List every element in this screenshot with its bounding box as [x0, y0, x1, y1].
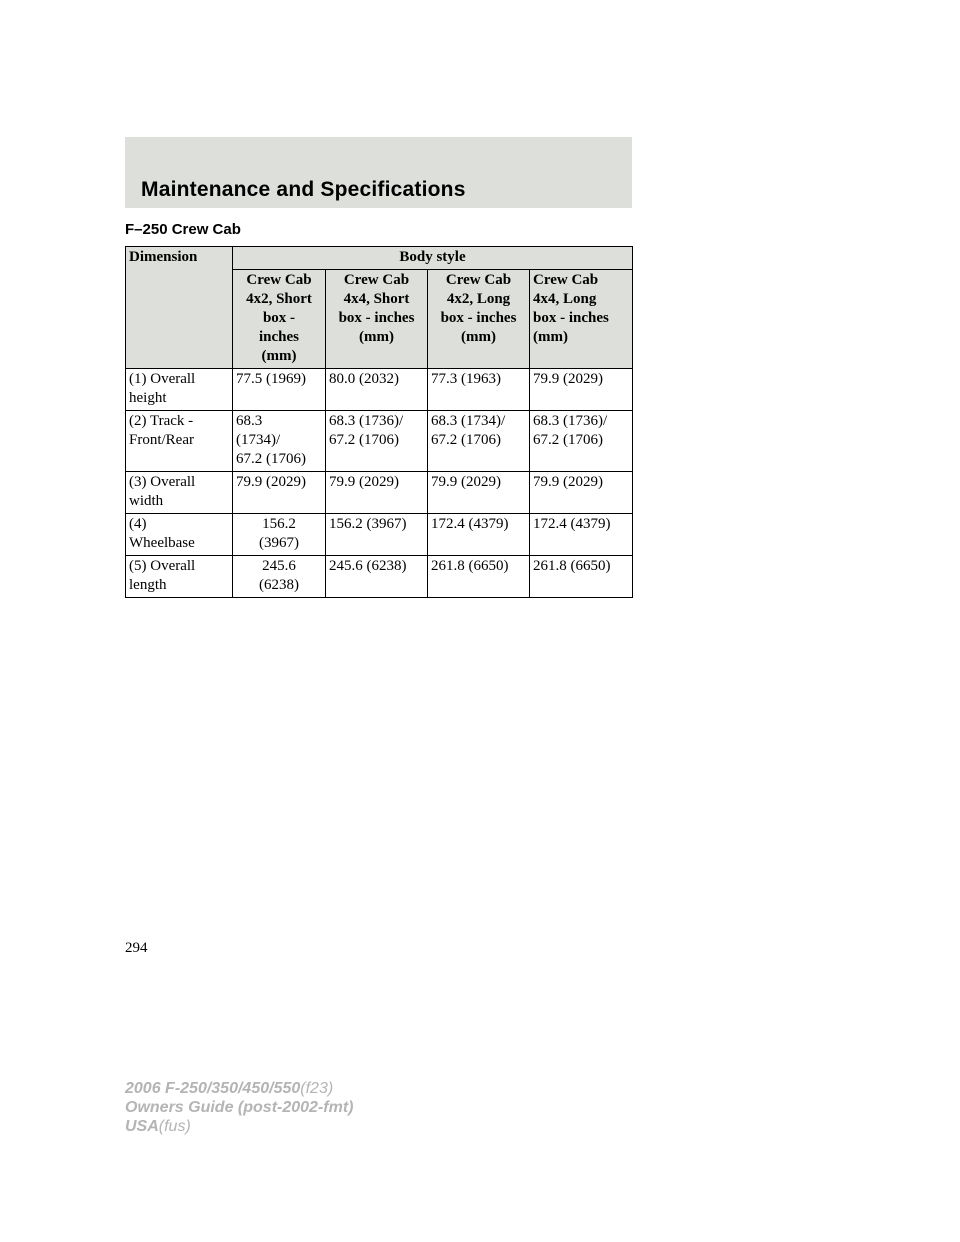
table-cell-line: 245.6 (6238) — [329, 558, 407, 574]
column-header-line: (mm) — [533, 329, 568, 345]
column-header-line: (mm) — [261, 348, 297, 364]
column-header-line: 4x4, Short — [343, 291, 410, 307]
table-cell — [428, 472, 530, 514]
row-label-line: (3) Overall — [129, 474, 196, 490]
chapter-header-band — [125, 137, 632, 208]
row-label-line: (5) Overall — [129, 558, 196, 574]
table-cell-line: 67.2 (1706) — [533, 432, 603, 448]
section-title: F–250 Crew Cab — [125, 221, 241, 238]
table-cell-line: 156.2 — [262, 516, 296, 532]
table-cell-line: 68.3 (1736)/ — [329, 413, 404, 429]
table-cell-line: 80.0 (2032) — [329, 371, 399, 387]
column-header-line: box - inches — [533, 310, 609, 326]
chapter-title: Maintenance and Specifications — [141, 178, 466, 201]
table-row — [126, 472, 633, 514]
table-cell — [233, 556, 326, 598]
table-header-row — [126, 247, 633, 270]
column-header-line: Crew Cab — [533, 272, 599, 288]
column-header-line: box - inches — [440, 310, 517, 326]
table-cell-line: 79.9 (2029) — [236, 474, 306, 490]
column-header — [233, 270, 326, 369]
table-cell-line: 172.4 (4379) — [533, 516, 611, 532]
page-number: 294 — [125, 940, 148, 956]
table-cell-line: 261.8 (6650) — [431, 558, 509, 574]
table-cell — [326, 556, 428, 598]
row-label — [126, 556, 233, 598]
column-header-line: Crew Cab — [343, 272, 410, 288]
column-header-line: (mm) — [359, 329, 394, 345]
footer-market: USA — [125, 1118, 159, 1135]
column-header — [530, 270, 633, 369]
table-cell — [233, 514, 326, 556]
table-cell-line: 67.2 (1706) — [431, 432, 501, 448]
table-cell — [530, 411, 633, 472]
table-cell — [233, 472, 326, 514]
table-cell-line: 67.2 (1706) — [236, 451, 306, 467]
table-cell — [233, 411, 326, 472]
table-cell-line: (1734)/ — [236, 432, 281, 448]
table-cell — [428, 514, 530, 556]
row-label-line: (1) Overall — [129, 371, 196, 387]
specifications-table — [125, 246, 633, 598]
footer-line-3 — [125, 1117, 353, 1136]
column-header — [428, 270, 530, 369]
table-cell — [530, 556, 633, 598]
column-header-line: (mm) — [461, 329, 496, 345]
document-footer — [125, 1079, 353, 1136]
footer-line-2 — [125, 1098, 353, 1117]
table-cell-line: 68.3 (1736)/ — [533, 413, 608, 429]
table-cell — [233, 369, 326, 411]
row-label-line: (4) — [129, 516, 147, 532]
row-label-line: (2) Track - — [129, 413, 194, 429]
column-header-line: 4x4, Long — [533, 291, 597, 307]
table-cell-line: (3967) — [259, 535, 299, 551]
row-label-line: width — [129, 493, 164, 509]
column-header-line: box - inches — [338, 310, 415, 326]
table-cell-line: 79.9 (2029) — [533, 474, 603, 490]
table-cell — [530, 472, 633, 514]
table-cell-line: 77.3 (1963) — [431, 371, 501, 387]
footer-line-1 — [125, 1079, 353, 1098]
row-label — [126, 369, 233, 411]
table-cell-line: 68.3 (1734)/ — [431, 413, 506, 429]
column-header-line: 4x2, Short — [246, 291, 312, 307]
row-label-line: length — [129, 577, 167, 593]
table-cell — [530, 514, 633, 556]
table-cell-line: 79.9 (2029) — [533, 371, 603, 387]
table-cell-line: 77.5 (1969) — [236, 371, 306, 387]
row-label — [126, 472, 233, 514]
table-row — [126, 556, 633, 598]
table-cell-line: 79.9 (2029) — [431, 474, 501, 490]
table-cell — [530, 369, 633, 411]
table-body — [126, 369, 633, 598]
row-label-line: Front/Rear — [129, 432, 194, 448]
body-style-header: Body style — [233, 247, 633, 270]
table-cell-line: 68.3 — [236, 413, 263, 429]
row-label-line: height — [129, 390, 167, 406]
table-cell-line: 67.2 (1706) — [329, 432, 399, 448]
table-cell — [326, 411, 428, 472]
table-cell-line: 261.8 (6650) — [533, 558, 611, 574]
footer-model-code: (f23) — [300, 1080, 334, 1097]
column-header-line: Crew Cab — [445, 272, 512, 288]
footer-model: 2006 F-250/350/450/550 — [125, 1080, 301, 1097]
table-cell — [326, 369, 428, 411]
table-cell — [326, 514, 428, 556]
table-cell-line: 79.9 (2029) — [329, 474, 399, 490]
table-cell — [428, 556, 530, 598]
table-cell-line: 245.6 — [262, 558, 296, 574]
column-header-line: Crew Cab — [246, 272, 312, 288]
column-header-line: inches — [258, 329, 299, 345]
table-row — [126, 369, 633, 411]
row-label — [126, 411, 233, 472]
table-cell-line: (6238) — [259, 577, 299, 593]
table-cell — [326, 472, 428, 514]
row-label — [126, 514, 233, 556]
column-header-line: box - — [262, 310, 296, 326]
column-header-line: 4x2, Long — [446, 291, 511, 307]
table-cell — [428, 369, 530, 411]
table-row — [126, 411, 633, 472]
table-cell — [428, 411, 530, 472]
row-label-line: Wheelbase — [129, 535, 195, 551]
column-header — [326, 270, 428, 369]
footer-guide: Owners Guide (post-2002-fmt) — [125, 1099, 354, 1116]
dimension-header: Dimension — [126, 247, 233, 369]
table-cell-line: 172.4 (4379) — [431, 516, 509, 532]
footer-market-code: (fus) — [158, 1118, 191, 1135]
table-cell-line: 156.2 (3967) — [329, 516, 407, 532]
table-row — [126, 514, 633, 556]
